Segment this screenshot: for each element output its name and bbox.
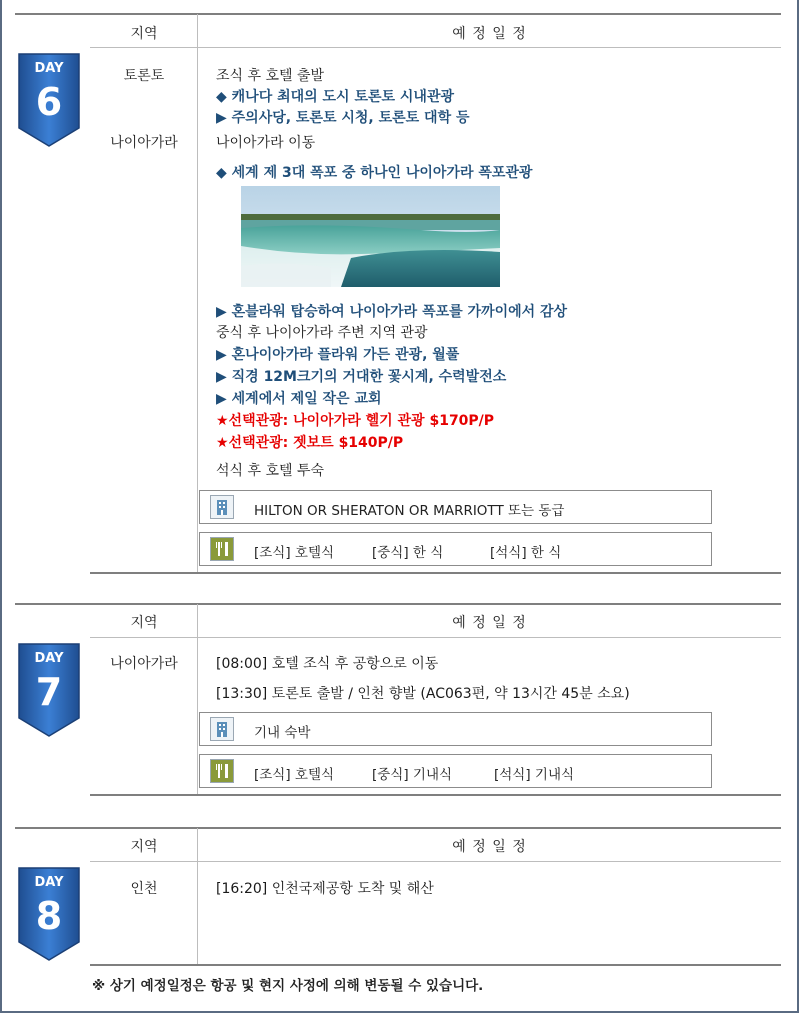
region-name: 인천: [130, 881, 158, 897]
fork-knife-icon: [210, 537, 234, 561]
optional-tour: ★선택관광: 나이아가라 헬기 관광 $170P/P: [216, 413, 495, 429]
schedule-line: [08:00] 호텔 조식 후 공항으로 이동: [216, 656, 439, 672]
meal-dinner: [석식] 기내식: [494, 767, 575, 783]
day-number: 7: [35, 670, 63, 714]
day-number: 8: [35, 894, 63, 938]
building-icon: [210, 495, 234, 519]
hotel-info-box: [199, 712, 712, 746]
schedule-highlight: ▶ 혼나이아가라 플라워 가든 관광, 월풀: [216, 347, 460, 363]
day-number: 6: [35, 80, 63, 124]
schedule-line: 나이아가라 이동: [216, 135, 316, 151]
meal-lunch: [중식] 기내식: [372, 767, 453, 783]
schedule-highlight: ▶ 혼블라워 탑승하여 나이아가라 폭포를 가까이에서 감상: [216, 304, 568, 320]
section-bottom-rule: [90, 964, 781, 966]
footnote: ※ 상기 예정일정은 항공 및 현지 사정에 의해 변동될 수 있습니다.: [92, 978, 484, 994]
section-bottom-rule: [90, 794, 781, 796]
region-name: 나이아가라: [110, 656, 178, 672]
meal-dinner: [석식] 한 식: [490, 545, 562, 561]
schedule-line: [16:20] 인천국제공항 도착 및 해산: [216, 881, 434, 897]
niagara-falls-illustration: [241, 186, 500, 287]
schedule-line: 석식 후 호텔 투숙: [216, 463, 325, 479]
hotel-name: 기내 숙박: [254, 725, 311, 741]
schedule-line: 중식 후 나이아가라 주변 지역 관광: [216, 325, 428, 341]
day-badge-label: DAY: [34, 651, 64, 666]
schedule-highlight: ▶ 세계에서 제일 작은 교회: [216, 391, 382, 407]
meal-info-box: [199, 532, 712, 566]
column-divider: [197, 14, 198, 574]
header-divider: [90, 861, 781, 862]
schedule-header: 예 정 일 정: [452, 839, 527, 855]
region-name: 토론토: [123, 68, 165, 84]
hotel-info-box: [199, 490, 712, 524]
fork-knife-icon: [210, 759, 234, 783]
region-header: 지역: [130, 615, 158, 631]
meal-breakfast: [조식] 호텔식: [254, 545, 335, 561]
schedule-highlight: ▶ 주의사당, 토론토 시청, 토론토 대학 등: [216, 110, 470, 126]
schedule-line: 조식 후 호텔 출발: [216, 68, 325, 84]
meal-breakfast: [조식] 호텔식: [254, 767, 335, 783]
building-icon: [210, 717, 234, 741]
day-badge: [17, 640, 81, 738]
schedule-highlight: ◆ 세계 제 3대 폭포 중 하나인 나이아가라 폭포관광: [216, 165, 533, 181]
section-top-rule: [15, 603, 781, 605]
meal-lunch: [중식] 한 식: [372, 545, 444, 561]
day-badge: [17, 864, 81, 962]
header-divider: [90, 47, 781, 48]
schedule-highlight: ◆ 캐나다 최대의 도시 토론토 시내관광: [216, 89, 454, 105]
schedule-line: [13:30] 토론토 출발 / 인천 향발 (AC063편, 약 13시간 45분 소요): [216, 686, 630, 702]
region-header: 지역: [130, 839, 158, 855]
niagara-falls-photo: [241, 186, 500, 287]
optional-tour: ★선택관광: 젯보트 $140P/P: [216, 435, 404, 451]
region-header: 지역: [130, 26, 158, 42]
section-top-rule: [15, 13, 781, 15]
schedule-header: 예 정 일 정: [452, 615, 527, 631]
day-badge: [17, 50, 81, 148]
day-badge-label: DAY: [34, 875, 64, 890]
section-bottom-rule: [90, 572, 781, 574]
schedule-highlight: ▶ 직경 12M크기의 거대한 꽃시계, 수력발전소: [216, 369, 507, 385]
column-divider: [197, 604, 198, 796]
section-top-rule: [15, 827, 781, 829]
header-divider: [90, 637, 781, 638]
schedule-header: 예 정 일 정: [452, 26, 527, 42]
meal-info-box: [199, 754, 712, 788]
region-name: 나이아가라: [110, 135, 178, 151]
hotel-name: HILTON OR SHERATON OR MARRIOTT 또는 동급: [254, 503, 565, 519]
day-badge-label: DAY: [34, 61, 64, 76]
